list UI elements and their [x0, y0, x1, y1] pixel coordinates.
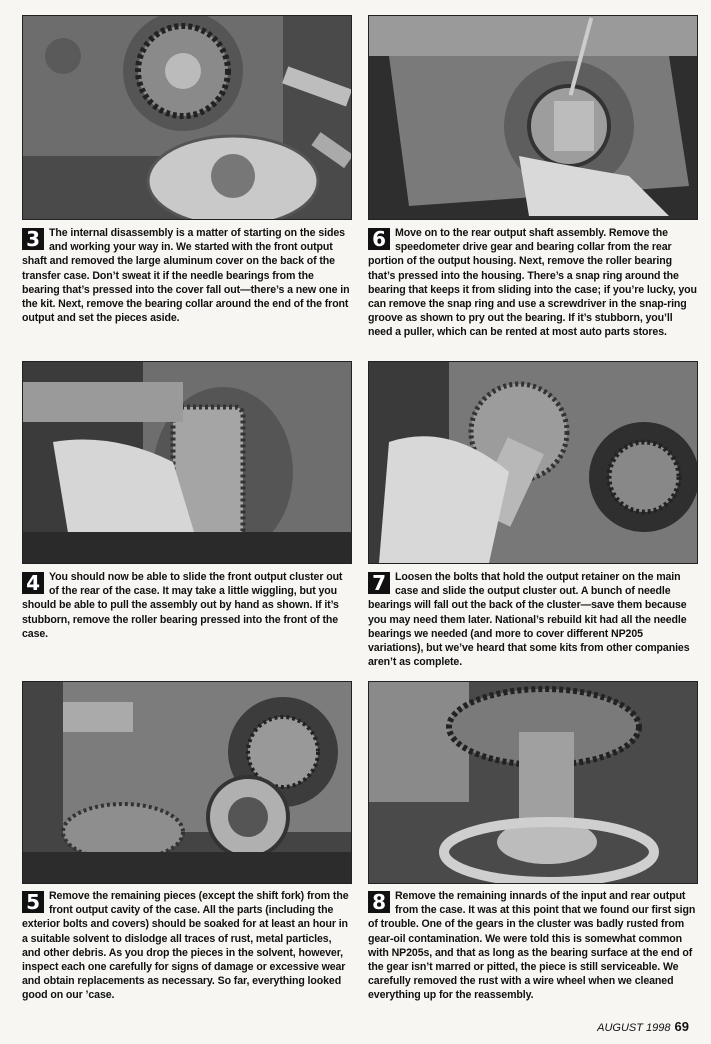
photo-step-5 [22, 681, 352, 884]
caption-text: The internal disassembly is a matter of starting on the sides and working your way in. We started with the front output shaft and removed the large aluminum cover on the back of the transfer case. Don’t sweat it if the needle bearings from the bearing that’s pressed into the cover fall out—there’s a new one in the kit. Next, remove the bearing collar around the end of the front output and set the pieces aside. [22, 227, 350, 325]
step-number-badge: 8 [368, 891, 390, 913]
page-footer [597, 1019, 689, 1034]
step-number-badge: 4 [22, 572, 44, 594]
photo-step-8 [368, 681, 698, 884]
caption-text: Move on to the rear output shaft assembly. Remove the speedometer drive gear and bearing collar from the rear portion of the output housing. Next, remove the roller bearing that’s pressed into the housing. There’s a snap ring around the bearing that keeps it from sliding into the case; if you’re lucky, you can remove the snap ring and use a screwdriver in the snap-ring groove as shown to pry out the bearing. If it’s stubborn, you’ll need a puller, which can be rented at most auto parts stores. [368, 227, 697, 339]
caption-step-6 [368, 226, 698, 340]
caption-text: Remove the remaining innards of the input and rear output from the case. It was at this point that we found our first sign of trouble. One of the gears in the cluster was badly rusted from gear-oil contamination. We were told this is somewhat common with NP205s, and that as long as the bearing surface at the end of the gear isn’t marred or pitted, the piece is still serviceable. We carefully removed the rust with a wire wheel when we cleaned everything up for the reassembly. [368, 890, 696, 1002]
caption-step-7 [368, 570, 698, 669]
caption-step-3 [22, 226, 352, 325]
caption-step-8 [368, 889, 698, 1003]
caption-text: Loosen the bolts that hold the output retainer on the main case and slide the output cluster out. A bunch of needle bearings will fall out the back of the cluster—save them because you may need them later. National’s rebuild kit had all the needle bearings we needed (and more to cover different NP205 variations), but we’ve heard that some kits from other companies aren’t as complete. [368, 571, 690, 669]
page-number: 69 [674, 1019, 689, 1034]
issue-date: AUGUST 1998 [597, 1022, 671, 1034]
step-number-badge: 6 [368, 228, 390, 250]
photo-step-6 [368, 15, 698, 220]
caption-step-5 [22, 889, 352, 1003]
step-number-badge: 3 [22, 228, 44, 250]
photo-step-4 [22, 361, 352, 564]
step-number-badge: 7 [368, 572, 390, 594]
photo-step-3 [22, 15, 352, 220]
caption-step-4 [22, 570, 352, 641]
caption-text: You should now be able to slide the front output cluster out of the rear of the case. It may take a little wiggling, but you should be able to pull the assembly out by hand as shown. If it’s stubborn, remove the roller bearing pressed into the front of the case. [22, 571, 343, 640]
caption-text: Remove the remaining pieces (except the shift fork) from the front output cavity of the case. All the parts (including the exterior bolts and covers) should be soaked for at least an hour in a suitable solvent to dislodge all traces of rust, metal particles, and other debris. As you drop the pieces in the solvent, however, inspect each one carefully for signs of damage or excessive wear and obtain replacements as necessary. So far, everything looked good on our ’case. [22, 890, 349, 1002]
photo-step-7 [368, 361, 698, 564]
step-number-badge: 5 [22, 891, 44, 913]
